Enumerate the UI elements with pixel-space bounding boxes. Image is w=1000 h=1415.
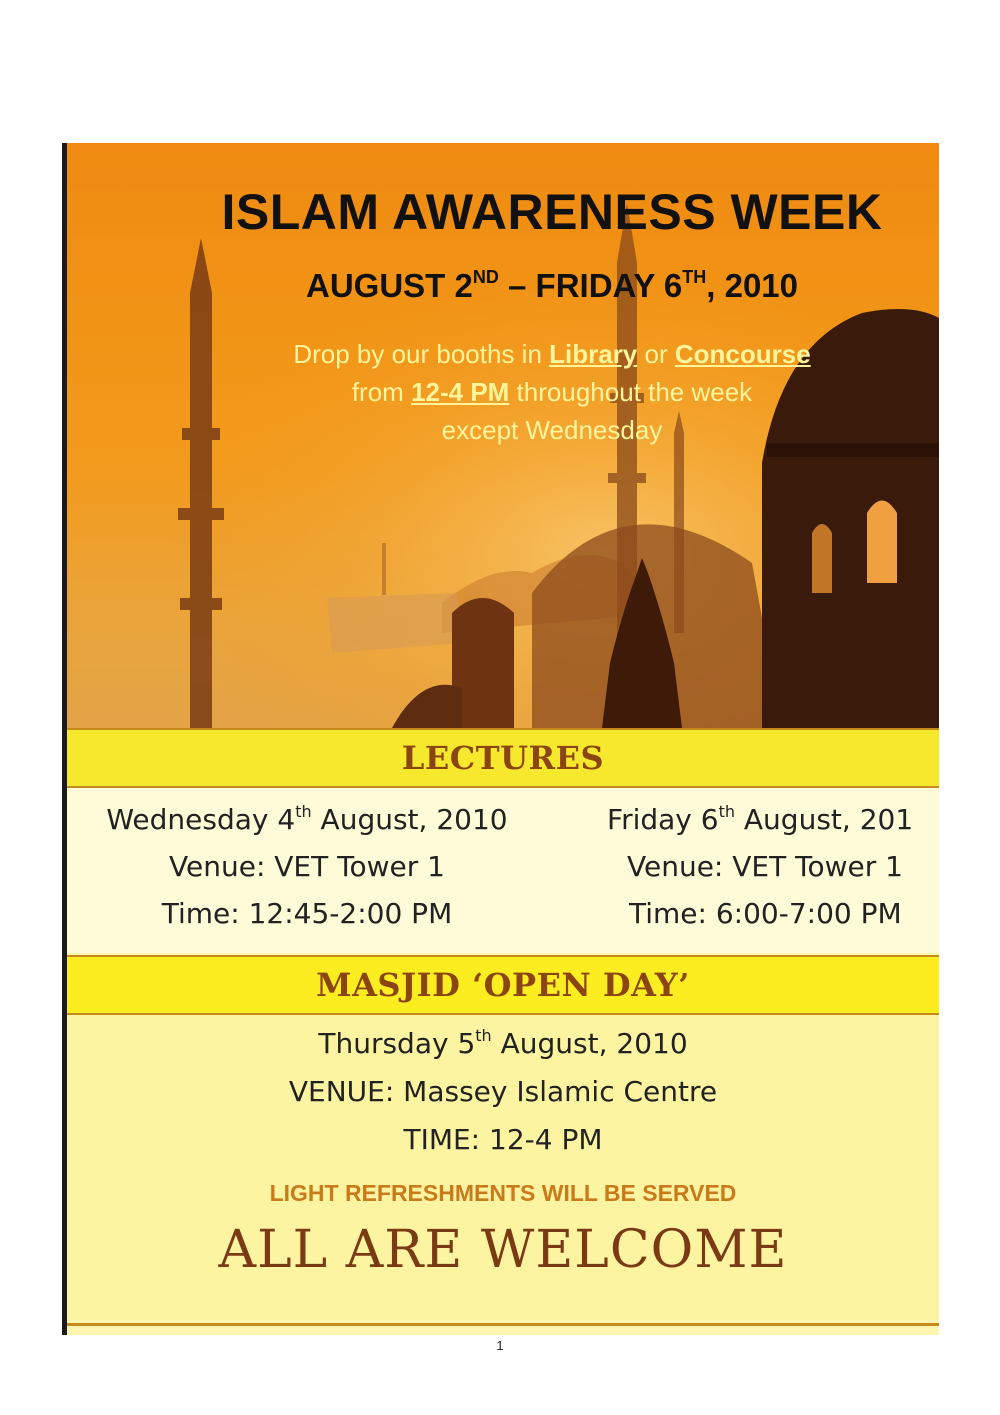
lecture-month-year: August, 201 — [735, 803, 914, 836]
booth-prefix: Drop by our booths in — [293, 339, 550, 369]
booth-line-2 — [202, 373, 902, 411]
open-day-section — [67, 1015, 939, 1320]
date-end: , 2010 — [706, 267, 799, 304]
booth-or: or — [637, 339, 675, 369]
booth-line-1 — [202, 335, 902, 373]
lecture-time: Time: 6:00-7:00 PM — [629, 897, 902, 930]
lecture-month-year: August, 2010 — [311, 803, 508, 836]
open-day-time: TIME: 12-4 PM — [403, 1123, 603, 1156]
open-day-day-suffix: th — [475, 1026, 492, 1045]
lecture-item — [607, 796, 939, 937]
lecture-day-suffix: th — [295, 802, 312, 821]
open-day-month-year: August, 2010 — [491, 1027, 688, 1060]
bottom-rule — [67, 1323, 939, 1326]
open-day-date — [67, 1027, 939, 1060]
lecture-item — [77, 796, 537, 937]
lectures-heading-band — [67, 728, 939, 788]
poster-left-rule — [62, 143, 67, 1335]
booth-library: Library — [549, 339, 638, 369]
date-start: AUGUST 2 — [305, 267, 473, 304]
open-day-day: Thursday 5 — [318, 1027, 476, 1060]
open-day-heading: MASJID ‘OPEN DAY’ — [316, 966, 690, 1004]
date-middle: – FRIDAY 6 — [498, 267, 683, 304]
lecture-day: Wednesday 4 — [106, 803, 296, 836]
page-number: 1 — [496, 1338, 504, 1353]
poster — [62, 143, 939, 1335]
lectures-section — [67, 788, 939, 953]
open-day-venue: VENUE: Massey Islamic Centre — [288, 1075, 718, 1108]
booth-line-3: except Wednesday — [441, 415, 663, 445]
hero-text — [62, 143, 939, 728]
lecture-date — [607, 796, 939, 843]
refreshments-note: LIGHT REFRESHMENTS WILL BE SERVED — [269, 1180, 737, 1206]
event-dates — [202, 267, 902, 305]
open-day-heading-band — [67, 955, 939, 1015]
welcome-banner: ALL ARE WELCOME — [218, 1220, 788, 1280]
event-title: ISLAM AWARENESS WEEK — [221, 184, 883, 240]
booth-concourse: Concourse — [674, 339, 811, 369]
booth-throughout: throughout the week — [509, 377, 753, 407]
booth-from: from — [351, 377, 412, 407]
booth-time: 12-4 PM — [411, 377, 510, 407]
lecture-date — [77, 796, 537, 843]
lecture-day: Friday 6 — [607, 803, 719, 836]
lecture-time: Time: 12:45-2:00 PM — [161, 897, 453, 930]
lectures-heading: LECTURES — [401, 739, 605, 777]
booth-info — [202, 335, 902, 449]
date-start-suffix: ND — [472, 267, 499, 287]
date-end-suffix: TH — [682, 267, 707, 287]
lecture-venue: Venue: VET Tower 1 — [169, 850, 445, 883]
lecture-venue: Venue: VET Tower 1 — [627, 850, 903, 883]
hero-banner — [62, 143, 939, 728]
lecture-day-suffix: th — [718, 802, 735, 821]
